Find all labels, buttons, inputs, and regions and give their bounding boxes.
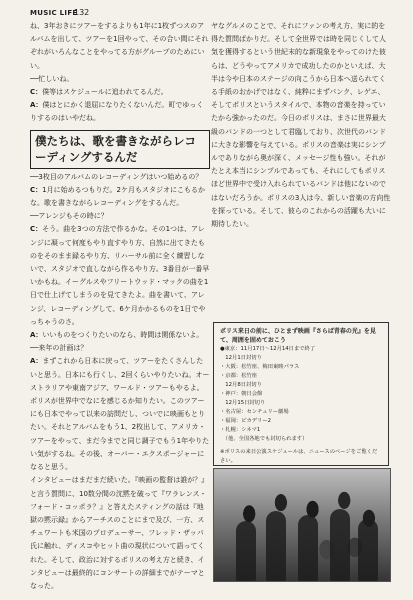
info-line: ・京都：松竹座	[220, 373, 258, 379]
screening-info-box	[213, 322, 389, 466]
speaker-label: C：	[30, 225, 43, 234]
info-line: 12月8日封切り	[220, 382, 262, 388]
info-line: ●東京：11月17日〜12月14日まで終了	[220, 346, 316, 352]
answer-4	[30, 223, 210, 329]
speaker-label: A：	[30, 357, 43, 366]
answer-6	[30, 355, 210, 474]
right-column-text: ヤなグルメのことで、それにファンの考え方、実に的を得た質問ばかりだ。そして全世界では時を同じくして人気を獲得するという世紀末的な新現象をやってのけた彼らは、どうやってアメリカで成功したのかといえば、大半は今や日本のステージの向こうから日本へ送られてくる手紙のおかげではなく、純粋にまずパンク、レゲエ、そしてポリスというスタイルで、本物の音楽を持っていたから強かったのだ。今日のポリスは、まさに世界最大級のバンドの一つとして君臨しており、次世代のバンドに大きな影響を与えている。ポリスの音楽は実にシンプルでありながら奥が深く、メッセージ性も強い。それがたとえ本当にシンプルであっても、それにしてもポリスほど世界中で受け入れられているバンドは他にないのではないだろうか。ポリスの3人は今、新しい音楽の方向性を探っている。そして、彼らのこれからの活躍も大いに期待したい。	[211, 22, 391, 229]
info-line: 12月1日封切り	[220, 355, 262, 361]
person-figure	[298, 515, 318, 581]
info-line: ・名古屋：センチュリー劇場	[220, 409, 289, 415]
question-1: ──忙しいね。	[30, 74, 74, 83]
closing-paragraph: インタビューはまだまだ続いた。『映画の監督は誰が？』と言う質問に、10数分間の沈黙を破って『ワラレンス・フォード・コッポラ？』と答えたスティングの話は『地獄の黙示録』からアーチスのことにまで及び、一方、スチュワートも米国のプロデューサー、フレッド・ザッパ氏に触れ、ディスコやヒット曲の現状について語ってくれた。そして、政治に対するポリスの考え方と続き、インタビューは最終的にコンサートの詳細までがテーマとなった。	[30, 476, 209, 590]
question-3: ──アレンジもその時に？	[30, 212, 108, 221]
section-headline: 僕たちは、歌を書きながらレコーディングするんだ	[30, 130, 210, 169]
info-note: ※ポリスの来日公演スケジュールは、ニュースのページをご覧ください。	[220, 449, 378, 464]
answer-text: まずこれから日本に戻って、ツアーをたくさんしたいと思う。日本にも行くし、2回くらいやりたいね。オーストラリアや東南アジア、ワールド・ツアーもやるよ。ポリスが世界中でなにを感じるか知りたい。このツアーにも日本でやって以来の訪問だし、ついでに映画もとりたい。それとアルバムをもう1、2枚出して、アメリカ・ツアーをやって、まだ今までと同じ調子でもう1年やりたい気がするね。その後、オーバー・エクスポージャーになると思う。	[30, 357, 210, 472]
intro-paragraph: ね、3年おきにツアーをするよりも1年に1枚ずつスのアルバムを出して、ツアーを1回やって、その合い間にそれぞれがいろんなことをやってる方がグループのためにいい。	[30, 22, 209, 70]
answer-text: 僕はとにかく退屈になりたくないんだ。町でゆっくりするのはいやだね。	[30, 101, 204, 123]
answer-2	[30, 99, 210, 125]
answer-text: そう。曲を3つの方法で作るかな。その1つは、アレンジに凝って何度もやり直すやり方、自然に出てきたものをそのまま録るやり方、リハーサル前に全く練習しないで、スタジオで直しながら作るやり方。3番目が一番早いかもね。イーグルスやフリートウッド・マックの曲を1日で仕上げてしまうのを見てきたよ。曲を書いて、アレンジ、レコーディングして、6ケ月かかるものを1日でやっちゃうのさ。	[30, 225, 210, 326]
left-column	[30, 20, 210, 590]
answer-3	[30, 184, 210, 210]
info-line: ・福岡：ピカデリー2	[220, 418, 272, 424]
person-figure	[358, 519, 378, 581]
person-figure	[266, 511, 286, 581]
answer-5	[30, 329, 210, 342]
band-photo-icon	[213, 468, 391, 582]
answer-1	[30, 86, 210, 99]
person-figure	[236, 521, 256, 581]
speaker-label: C：	[30, 88, 43, 97]
magazine-logo: MUSIC LIFE	[30, 9, 78, 17]
question-4: ──来年の計画は？	[30, 344, 88, 353]
question-2: ──3枚目のアルバムのレコーディングはいつ始めるの？	[30, 172, 203, 181]
info-line: ・大阪：松竹座、梅田東映パラス	[220, 364, 300, 370]
speaker-label: A：	[30, 101, 43, 110]
info-line: （他、全国各地でも封切られます）	[220, 436, 308, 442]
info-line: ・札幌：シネマ1	[220, 427, 261, 433]
answer-text: いいものをつくりたいのなら、時間は関係ないよ。	[42, 331, 204, 340]
info-line: 12月15日封切り	[220, 400, 266, 406]
answer-text: 僕等はスケジュールに追われてるんだ。	[42, 88, 168, 97]
person-figure	[330, 509, 350, 581]
speaker-label: A：	[30, 331, 43, 340]
answer-text: 1月に始めるつもりだ。2ケ月もスタジオにこもるかな。歌を書きながらレコーディングをするんだ。	[30, 185, 205, 208]
info-line: ・神戸：朝日会館	[220, 391, 263, 397]
page-number: 132	[74, 8, 90, 17]
right-column	[211, 20, 391, 320]
speaker-label: C：	[30, 185, 43, 194]
info-box-title: ポリス来日の前に、ひとまず映画『さらば青春の光』を見て、周囲を固めておこう	[220, 328, 376, 344]
